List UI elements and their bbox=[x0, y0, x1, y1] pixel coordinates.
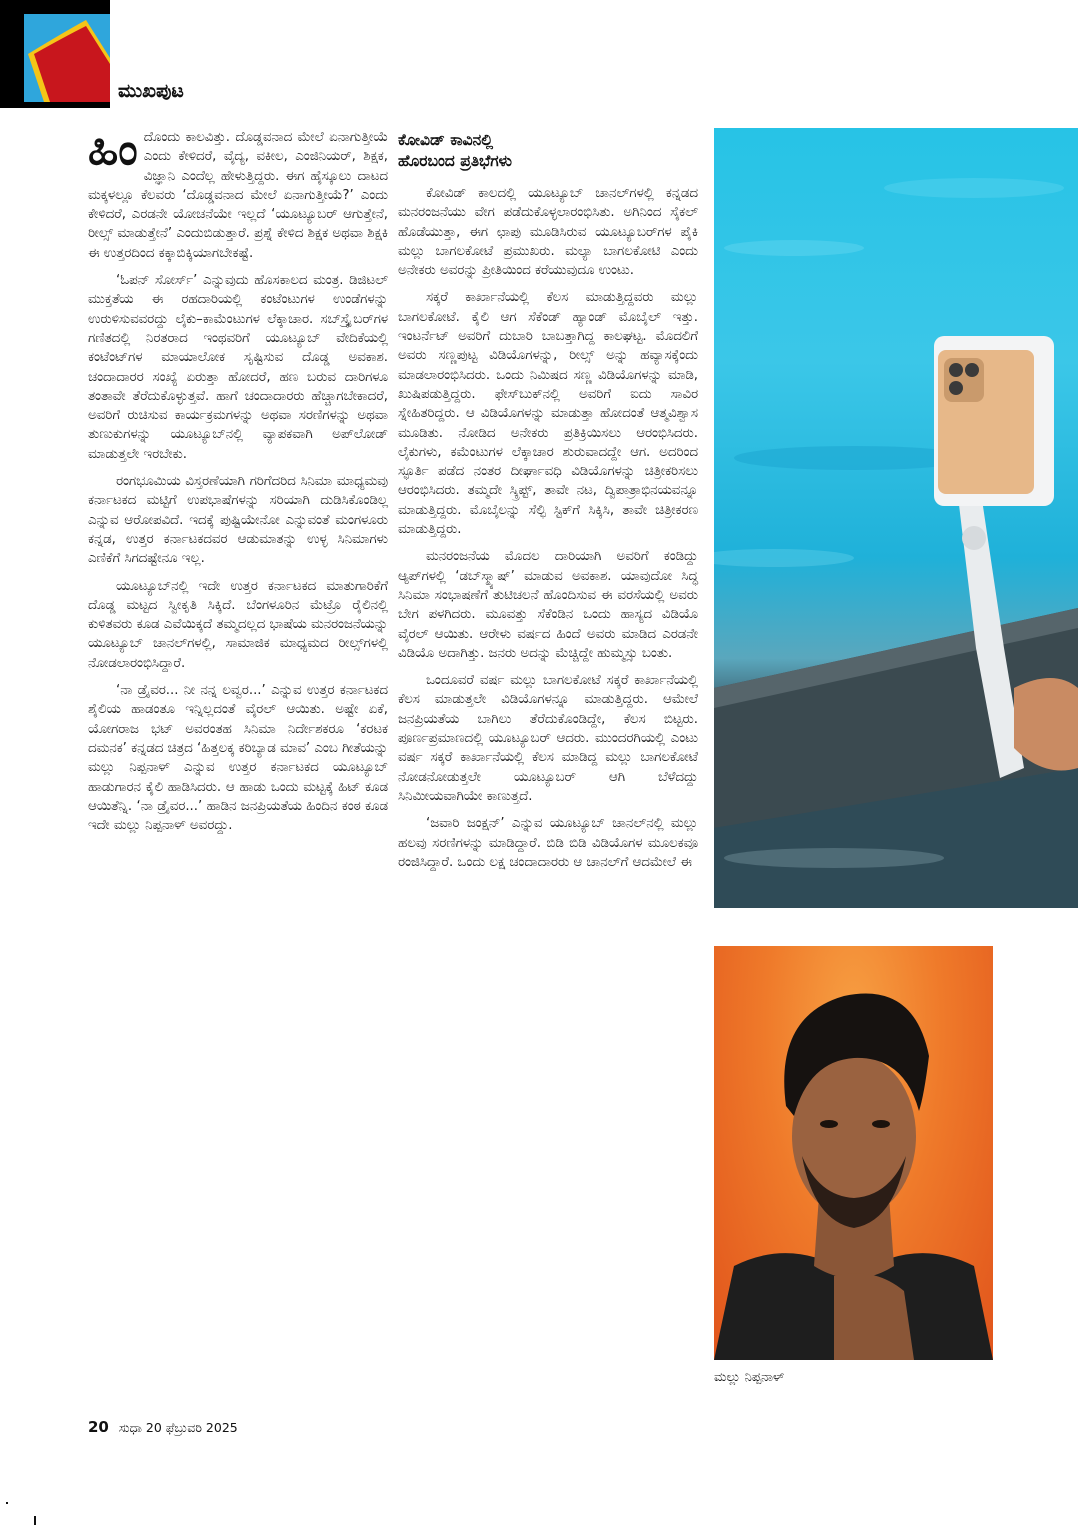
paragraph: ‘ಓಪನ್ ಸೋರ್ಸ್’ ಎನ್ನುವುದು ಹೊಸಕಾಲದ ಮಂತ್ರ. ಡಿಜಿಟಲ್ ಮುಕ್ತತೆಯ ಈ ರಹದಾರಿಯಲ್ಲಿ ಕಂಟೆಂಟುಗಳ ಉಂಡೆಗಳನ್ನು ಉರುಳಿಸುವವರದ್ದು ಲೈಕು–ಕಾಮೆಂಟುಗಳ ಲೆಕ್ಕಾಚಾರ. ಸಬ್‌ಸ್ಕ್ರೈಬರ್‌ಗಳ ಗಣಿತದಲ್ಲಿ ನಿರತರಾದ ಇಂಥವರಿಗೆ ಯೂಟ್ಯೂಬ್ ವೇದಿಕೆಯಲ್ಲಿ ಕಂಟೆಂಟ್‌ಗಳ ಮಾಯಾಲೋಕ ಸೃಷ್ಟಿಸುವ ದೊಡ್ಡ ಅವಕಾಶ. ಚಂದಾದಾರರ ಸಂಖ್ಯೆ ಏರುತ್ತಾ ಹೋದರೆ, ಹಣ ಬರುವ ದಾರಿಗಳೂ ತಂತಾವೇ ತೆರೆದುಕೊಳ್ಳುತ್ತವೆ. ಹಾಗೆ ಚಂದಾದಾರರು ಹೆಚ್ಚಾಗಬೇಕಾದರೆ, ಅವರಿಗೆ ರುಚಿಸುವ ಕಾರ್ಯಕ್ರಮಗಳನ್ನು ಅಥವಾ ಸರಣಿಗಳನ್ನು ಅಥವಾ ತುಣುಕುಗಳನ್ನು ಯೂಟ್ಯೂಬ್‌ನಲ್ಲಿ ವ್ಯಾಪಕವಾಗಿ ಅಪ್‌ಲೋಡ್ ಮಾಡುತ್ತಲೇ ಇರಬೇಕು. bbox=[88, 273, 388, 462]
photo-caption: ಮಲ್ಲು ನಿಪ್ಪನಾಳ್ bbox=[714, 1370, 785, 1385]
issue-info: ಸುಧಾ 20 ಫೆಬ್ರುವರಿ 2025 bbox=[118, 1420, 238, 1435]
article-column-1 bbox=[88, 124, 388, 843]
portrait-photo bbox=[714, 946, 993, 1360]
page-footer bbox=[88, 1418, 238, 1436]
paragraph: ರಂಗಭೂಮಿಯ ವಿಸ್ತರಣೆಯಾಗಿ ಗರಿಗೆದರಿದ ಸಿನಿಮಾ ಮಾಧ್ಯಮವು ಕರ್ನಾಟಕದ ಮಟ್ಟಿಗೆ ಉಪಭಾಷೆಗಳನ್ನು ಸರಿಯಾಗಿ ದುಡಿಸಿಕೊಂಡಿಲ್ಲ ಎನ್ನುವ ಆರೋಪವಿದೆ. ಇದಕ್ಕೆ ಪುಷ್ಟಿಯೇನೋ ಎನ್ನುವಂತೆ ಮಂಗಳೂರು ಕನ್ನಡ, ಉತ್ತರ ಕರ್ನಾಟಕದವರ ಆಡುಮಾತನ್ನು ಉಳ್ಳ ಸಿನಿಮಾಗಳು ಎಣಿಕೆಗೆ ಸಿಗದಷ್ಟೇನೂ ಇಲ್ಲ. bbox=[88, 474, 388, 567]
article-column-2 bbox=[398, 130, 698, 880]
section-label: ಮುಖಪುಟ bbox=[118, 80, 184, 102]
subheading-line-2: ಹೊರಬಂದ ಪ್ರತಿಭೆಗಳು bbox=[398, 152, 512, 170]
magazine-logo bbox=[0, 0, 110, 108]
subheading-line-1: ಕೋವಿಡ್ ಕಾವಿನಲ್ಲಿ bbox=[398, 131, 494, 149]
paragraph-text: ದೊಂದು ಕಾಲವಿತ್ತು. ದೊಡ್ಡವನಾದ ಮೇಲೆ ಏನಾಗುತ್ತೀಯೆ ಎಂದು ಕೇಳಿದರೆ, ವೈದ್ಯ, ವಕೀಲ, ಎಂಜಿನಿಯರ್, ಶಿಕ್ಷಕ, ವಿಜ್ಞಾನಿ ಎಂದೆಲ್ಲ ಹೇಳುತ್ತಿದ್ದರು. ಈಗ ಹೈಸ್ಕೂಲು ದಾಟದ ಮಕ್ಕಳಲ್ಲೂ ಕೆಲವರು ‘ದೊಡ್ಡವನಾದ ಮೇಲೆ ಏನಾಗುತ್ತೀಯೆ?’ ಎಂದು ಕೇಳಿದರೆ, ಎರಡನೇ ಯೋಚನೆಯೇ ಇಲ್ಲದೆ ‘ಯೂಟ್ಯೂಬರ್ ಆಗುತ್ತೇನೆ, ರೀಲ್ಸ್ ಮಾಡುತ್ತೇನೆ’ ಎಂದುಬಿಡುತ್ತಾರೆ. ಪ್ರಶ್ನೆ ಕೇಳಿದ ಶಿಕ್ಷಕ ಅಥವಾ ಶಿಕ್ಷಕಿ ಈ ಉತ್ತರದಿಂದ ಕಕ್ಕಾಬಿಕ್ಕಿಯಾಗಬೇಕಷ್ಟೆ. bbox=[88, 130, 388, 261]
subheading bbox=[398, 130, 698, 172]
crop-mark bbox=[6, 1502, 8, 1504]
paragraph: ಸಕ್ಕರೆ ಕಾರ್ಖಾನೆಯಲ್ಲಿ ಕೆಲಸ ಮಾಡುತ್ತಿದ್ದವರು ಮಲ್ಲು ಬಾಗಲಕೋಟೆ. ಕೈಲಿ ಆಗ ಸೆಕೆಂಡ್ ಹ್ಯಾಂಡ್ ಮೊಬೈಲ್ ಇತ್ತು. ಇಂಟರ್ನೆಟ್ ಅವರಿಗೆ ದುಬಾರಿ ಬಾಬತ್ತಾಗಿದ್ದ ಕಾಲಘಟ್ಟ. ಮೊದಲಿಗೆ ಅವರು ಸಣ್ಣಪುಟ್ಟ ವಿಡಿಯೊಗಳನ್ನು, ರೀಲ್ಸ್ ಅನ್ನು ಹವ್ಯಾಸಕ್ಕೆಂದು ಮಾಡಲಾರಂಭಿಸಿದರು. ಒಂದು ನಿಮಿಷದ ಸಣ್ಣ ವಿಡಿಯೊಗಳನ್ನು ಮಾಡಿ, ಖುಷಿಪಡುತ್ತಿದ್ದರು. ಫೇಸ್‌ಬುಕ್‌ನಲ್ಲಿ ಅವರಿಗೆ ಐದು ಸಾವಿರ ಸ್ನೇಹಿತರಿದ್ದರು. ಆ ವಿಡಿಯೊಗಳನ್ನು ಮಾಡುತ್ತಾ ಹೋದಂತೆ ಆತ್ಮವಿಶ್ವಾಸ ಮೂಡಿತು. ನೋಡಿದ ಅನೇಕರು ಪ್ರತಿಕ್ರಿಯಿಸಲು ಆರಂಭಿಸಿದರು. ಲೈಕುಗಳು, ಕಮೆಂಟುಗಳ ಲೆಕ್ಕಾಚಾರ ಶುರುವಾದದ್ದೇ ಆಗ. ಅದರಿಂದ ಸ್ಫೂರ್ತಿ ಪಡೆದ ನಂತರ ದೀರ್ಘಾವಧಿ ವಿಡಿಯೊಗಳನ್ನು ಚಿತ್ರೀಕರಿಸಲು ಆರಂಭಿಸಿದರು. ತಮ್ಮದೇ ಸ್ಕ್ರಿಪ್ಟ್, ತಾವೇ ನಟ, ದ್ವಿಪಾತ್ರಾಭಿನಯವನ್ನೂ ಮಾಡುತ್ತಿದ್ದರು. ಮೊಬೈಲನ್ನು ಸೆಲ್ಫಿ ಸ್ಟಿಕ್‌ಗೆ ಸಿಕ್ಕಿಸಿ, ತಾವೇ ಚಿತ್ರೀಕರಣ ಮಾಡುತ್ತಿದ್ದರು. bbox=[398, 290, 698, 538]
selfie-stick-photo bbox=[714, 128, 1078, 908]
paragraph: ‘ನಾ ಡ್ರೈವರ... ನೀ ನನ್ನ ಲವ್ವರ...’ ಎನ್ನುವ ಉತ್ತರ ಕರ್ನಾಟಕದ ಶೈಲಿಯ ಹಾಡಂತೂ ಇನ್ನಿಲ್ಲದಂತೆ ವೈರಲ್ ಆಯಿತು. ಅಷ್ಟೇ ಏಕೆ, ಯೋಗರಾಜ ಭಟ್ ಅವರಂತಹ ಸಿನಿಮಾ ನಿರ್ದೇಶಕರೂ ‘ಕರಟಕ ದಮನಕ’ ಕನ್ನಡದ ಚಿತ್ರದ ‘ಹಿತ್ತಲಕ್ಕ ಕರಿಬ್ಯಾಡ ಮಾವ’ ಎಂಬ ಗೀತೆಯನ್ನು ಮಲ್ಲು ನಿಪ್ಪನಾಳ್ ಎನ್ನುವ ಉತ್ತರ ಕರ್ನಾಟಕದ ಯೂಟ್ಯೂಬ್ ಹಾಡುಗಾರನ ಕೈಲಿ ಹಾಡಿಸಿದರು. ಆ ಹಾಡು ಒಂದು ಮಟ್ಟಕ್ಕೆ ಹಿಟ್ ಕೂಡ ಆಯಿತೆನ್ನಿ. ‘ನಾ ಡ್ರೈವರ...’ ಹಾಡಿನ ಜನಪ್ರಿಯತೆಯ ಹಿಂದಿನ ಕಂಠ ಕೂಡ ಇದೇ ಮಲ್ಲು ನಿಪ್ಪನಾಳ್ ಅವರದ್ದು. bbox=[88, 683, 388, 834]
paragraph bbox=[88, 124, 388, 263]
paragraph: ‘ಜವಾರಿ ಜಂಕ್ಷನ್’ ಎನ್ನುವ ಯೂಟ್ಯೂಬ್ ಚಾನಲ್‌ನಲ್ಲಿ ಮಲ್ಲು ಹಲವು ಸರಣಿಗಳನ್ನು ಮಾಡಿದ್ದಾರೆ. ಬಿಡಿ ಬಿಡಿ ವಿಡಿಯೊಗಳ ಮೂಲಕವೂ ರಂಜಿಸಿದ್ದಾರೆ. ಒಂದು ಲಕ್ಷ ಚಂದಾದಾರರು ಆ ಚಾನಲ್‌ಗೆ ಆದಮೇಲೆ ಈ bbox=[398, 816, 698, 870]
paragraph: ಯೂಟ್ಯೂಬ್‌ನಲ್ಲಿ ಇದೇ ಉತ್ತರ ಕರ್ನಾಟಕದ ಮಾತುಗಾರಿಕೆಗೆ ದೊಡ್ಡ ಮಟ್ಟದ ಸ್ವೀಕೃತಿ ಸಿಕ್ಕಿದೆ. ಬೆಂಗಳೂರಿನ ಮೆಟ್ರೊ ರೈಲಿನಲ್ಲಿ ಕುಳಿತವರು ಕೂಡ ಎವೆಯಿಕ್ಕದೆ ತಮ್ಮದಲ್ಲದ ಭಾಷೆಯ ಮನರಂಜನೆಯನ್ನು ಯೂಟ್ಯೂಬ್ ಚಾನಲ್‌ಗಳಲ್ಲಿ, ಸಾಮಾಜಿಕ ಮಾಧ್ಯಮದ ರೀಲ್ಸ್‌ಗಳಲ್ಲಿ ನೋಡಲಾರಂಭಿಸಿದ್ದಾರೆ. bbox=[88, 578, 388, 671]
logo-emblem bbox=[24, 14, 110, 102]
paragraph: ಮನರಂಜನೆಯ ಮೊದಲ ದಾರಿಯಾಗಿ ಅವರಿಗೆ ಕಂಡಿದ್ದು ಆ್ಯಪ್‌ಗಳಲ್ಲಿ ‘ಡಬ್‌ಸ್ಮ್ಯಾಷ್’ ಮಾಡುವ ಅವಕಾಶ. ಯಾವುದೋ ಸಿದ್ಧ ಸಿನಿಮಾ ಸಂಭಾಷಣೆಗೆ ತುಟಿಚಲನೆ ಹೊಂದಿಸುವ ಈ ವರಸೆಯಲ್ಲಿ ಅವರು ಬೇಗ ಪಳಗಿದರು. ಮೂವತ್ತು ಸೆಕೆಂಡಿನ ಒಂದು ಹಾಸ್ಯದ ವಿಡಿಯೊ ವೈರಲ್ ಆಯಿತು. ಆರೇಳು ವರ್ಷದ ಹಿಂದೆ ಅವರು ಮಾಡಿದ ಎರಡನೇ ವಿಡಿಯೊ ಅದಾಗಿತ್ತು. ಜನರು ಅದನ್ನು ಮೆಚ್ಚಿದ್ದೇ ಹುಮ್ಮಸ್ಸು ಬಂತು. bbox=[398, 549, 698, 661]
crop-mark bbox=[34, 1516, 36, 1525]
drop-cap: ಹಿಂ bbox=[88, 124, 138, 175]
paragraph: ಕೋವಿಡ್ ಕಾಲದಲ್ಲಿ ಯೂಟ್ಯೂಬ್ ಚಾನಲ್‌ಗಳಲ್ಲಿ ಕನ್ನಡದ ಮನರಂಜನೆಯು ವೇಗ ಪಡೆದುಕೊಳ್ಳಲಾರಂಭಿಸಿತು. ಅಗಿನಿಂದ ಸೈಕಲ್ ಹೊಡೆಯುತ್ತಾ, ಈಗ ಛಾಪು ಮೂಡಿಸಿರುವ ಯೂಟ್ಯೂಬರ್‌ಗಳ ಪೈಕಿ ಮಲ್ಲು ಬಾಗಲಕೋಟೆ ಪ್ರಮುಖರು. ಮಲ್ಯಾ ಬಾಗಲಕೋಟಿ ಎಂದು ಅನೇಕರು ಅವರನ್ನು ಪ್ರೀತಿಯಿಂದ ಕರೆಯುವುದೂ ಉಂಟು. bbox=[398, 186, 698, 279]
paragraph: ಒಂದೂವರೆ ವರ್ಷ ಮಲ್ಲು ಬಾಗಲಕೋಟೆ ಸಕ್ಕರೆ ಕಾರ್ಖಾನೆಯಲ್ಲಿ ಕೆಲಸ ಮಾಡುತ್ತಲೇ ವಿಡಿಯೊಗಳನ್ನೂ ಮಾಡುತ್ತಿದ್ದರು. ಆಮೇಲೆ ಜನಪ್ರಿಯತೆಯ ಬಾಗಿಲು ತೆರೆದುಕೊಂಡಿದ್ದೇ, ಕೆಲಸ ಬಿಟ್ಟರು. ಪೂರ್ಣಪ್ರಮಾಣದಲ್ಲಿ ಯೂಟ್ಯೂಬರ್ ಆದರು. ಮುಂದರಗಿಯಲ್ಲಿ ಎಂಟು ವರ್ಷ ಸಕ್ಕರೆ ಕಾರ್ಖಾನೆಯಲ್ಲಿ ಕೆಲಸ ಮಾಡಿದ್ದ ಮಲ್ಲು ಬಾಗಲಕೋಟೆ ನೋಡನೋಡುತ್ತಲೇ ಯೂಟ್ಯೂಬರ್ ಆಗಿ ಬೆಳೆದದ್ದು ಸಿನಿಮೀಯವಾಗಿಯೇ ಕಾಣುತ್ತದೆ. bbox=[398, 673, 698, 804]
page-number: 20 bbox=[88, 1418, 109, 1436]
